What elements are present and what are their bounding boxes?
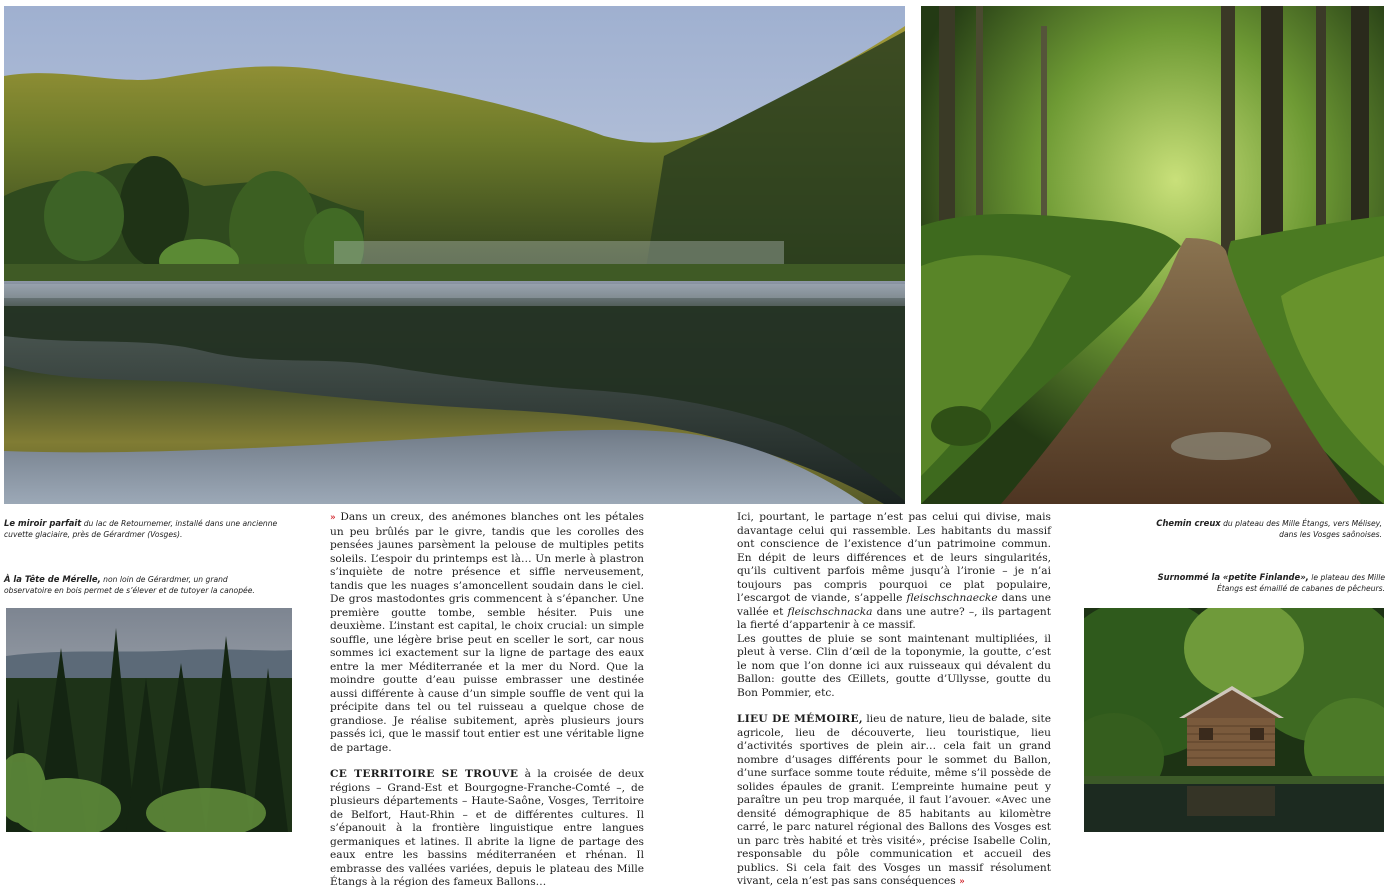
paragraph-text: à la croisée de deux régions – Grand-Est et Bourgogne-Franche-Comté –, de plusieurs départements – Haute-Saône, Vosges, Territoire de Belfort, Haut-Rhin – et de différentes cultures. Il s’épanouit à la frontière linguistique entre langues germaniques et latines. Il abrite la ligne de partage des eaux entre les bassins méditerranéen et rhénan. Il embrasse des vallées variées, depuis le plateau des Mille Étangs à la région des fameux Ballons… — [330, 768, 644, 888]
paragraph-text: Ici, pourtant, le partage n’est pas celui qui divise, mais davantage celui qui rassemble. Les habitants du massif ont conscience de l’existence d’un patrimoine commun. En dépit de leurs différences et de leurs singularités, qu’ils cultivent parfois même jusqu’à l’ironie – je n’ai toujours pas compris pourquoi ce plat populaire, l’escargot de viande, s’appelle — [737, 511, 1051, 604]
photo-tete-de-merelle — [6, 608, 292, 832]
caption-chemin-title: Chemin creux — [1156, 518, 1221, 528]
photo-lac-retournemer — [4, 6, 905, 504]
caption-lac — [4, 518, 284, 540]
section-lead: CE TERRITOIRE SE TROUVE — [330, 768, 519, 780]
caption-merelle — [4, 574, 274, 596]
caption-chemin — [1150, 518, 1382, 540]
paragraph — [330, 511, 644, 755]
caption-finlande — [1150, 572, 1385, 594]
italic-term: fleischschnaecke — [906, 592, 998, 604]
paragraph-text: lieu de nature, lieu de balade, site agricole, lieu de découverte, lieu touristique, lieu d’activités sportives de plein air… cela fait un grand nombre d’usages différents pour le sommet du Ballon, d’une surface somme toute réduite, même s’il possède de solides épaules de granit. L’empreinte humaine peut y paraître un peu trop marquée, il faut l’avouer. «Avec une densité démographique de 85 habitants au kilomètre carré, le parc naturel régional des Ballons des Vosges est un parc très habité et très visité», précise Isabelle Colin, responsable du pôle communication et accueil des publics. Si cela fait des Vosges un massif résolument vivant, cela n’est pas sans conséquences — [737, 713, 1052, 887]
paragraph — [737, 633, 1051, 701]
paragraph — [330, 768, 644, 890]
article-column-1 — [330, 511, 644, 890]
section-lead: LIEU DE MÉMOIRE, — [737, 713, 863, 725]
paragraph-text: Les gouttes de pluie se sont maintenant multipliées, il pleut à verse. Clin d’œil de la toponymie, la goutte, c’est le nom que l’on donne ici aux ruisseaux qui dévalent du Ballon: goutte des Œillets, goutte d’Ullysse, goutte du Bon Pommier, etc. — [737, 632, 1051, 699]
photo-cabane-de-pecheur — [1084, 608, 1384, 832]
italic-term: fleischschnacka — [787, 605, 873, 618]
article-marker: » — [330, 513, 336, 523]
caption-finlande-title: Surnommé la «petite Finlande», — [1157, 572, 1309, 582]
caption-lac-text: du lac de Retournemer, installé dans une ancienne cuvette glaciaire, près de Gérardmer (Vosges). — [4, 519, 278, 539]
paragraph — [737, 511, 1051, 633]
paragraph — [737, 713, 1051, 890]
continue-marker: » — [959, 877, 965, 887]
caption-merelle-text: non loin de Gérardmer, un grand observatoire en bois permet de s’élever et de tutoyer la canopée. — [4, 575, 255, 595]
paragraph-text: dans une autre? –, ils partagent la fierté d’appartenir à ce massif. — [737, 605, 1051, 631]
caption-finlande-text: le plateau des Mille Étangs est émaillé de cabanes de pêcheurs. — [1216, 573, 1385, 593]
paragraph-text: dans une vallée et — [737, 592, 1052, 618]
caption-chemin-text: du plateau des Mille Étangs, vers Mélisey, dans les Vosges saônoises. — [1220, 519, 1382, 539]
photo-chemin-creux — [921, 6, 1384, 504]
caption-lac-title: Le miroir parfait — [4, 518, 82, 528]
article-column-2 — [737, 511, 1051, 890]
paragraph-text: Dans un creux, des anémones blanches ont les pétales un peu brûlés par le givre, tandis que les corolles des pensées jaunes parsèment la pelouse de multiples petits soleils. L’espoir du printemps est là… Un merle à plastron s’inquiète de notre présence et siffle nerveusement, tandis que les nuages s’amoncellent soudain dans le ciel. De gros mastodontes gris commencent à s’épancher. Une première goutte tombe, semble hésiter. Puis une deuxième. L’instant est capital, le choix crucial: un simple souffle, une légère brise peut en sceller le sort, car nous sommes ici exactement sur la ligne de partage des eaux entre la mer Méditerranée et la mer du Nord. Que la moindre goutte d’eau puisse embrasser une destinée aussi différente à cause d’un simple souffle de vent qui la précipite dans tel ou tel ruisseau a quelque chose de grandiose. Je réalise subitement, après plusieurs jours passés ici, que le massif tout entier est une véritable ligne de partage. — [330, 511, 644, 754]
caption-merelle-title: À la Tête de Mérelle, — [4, 574, 101, 584]
